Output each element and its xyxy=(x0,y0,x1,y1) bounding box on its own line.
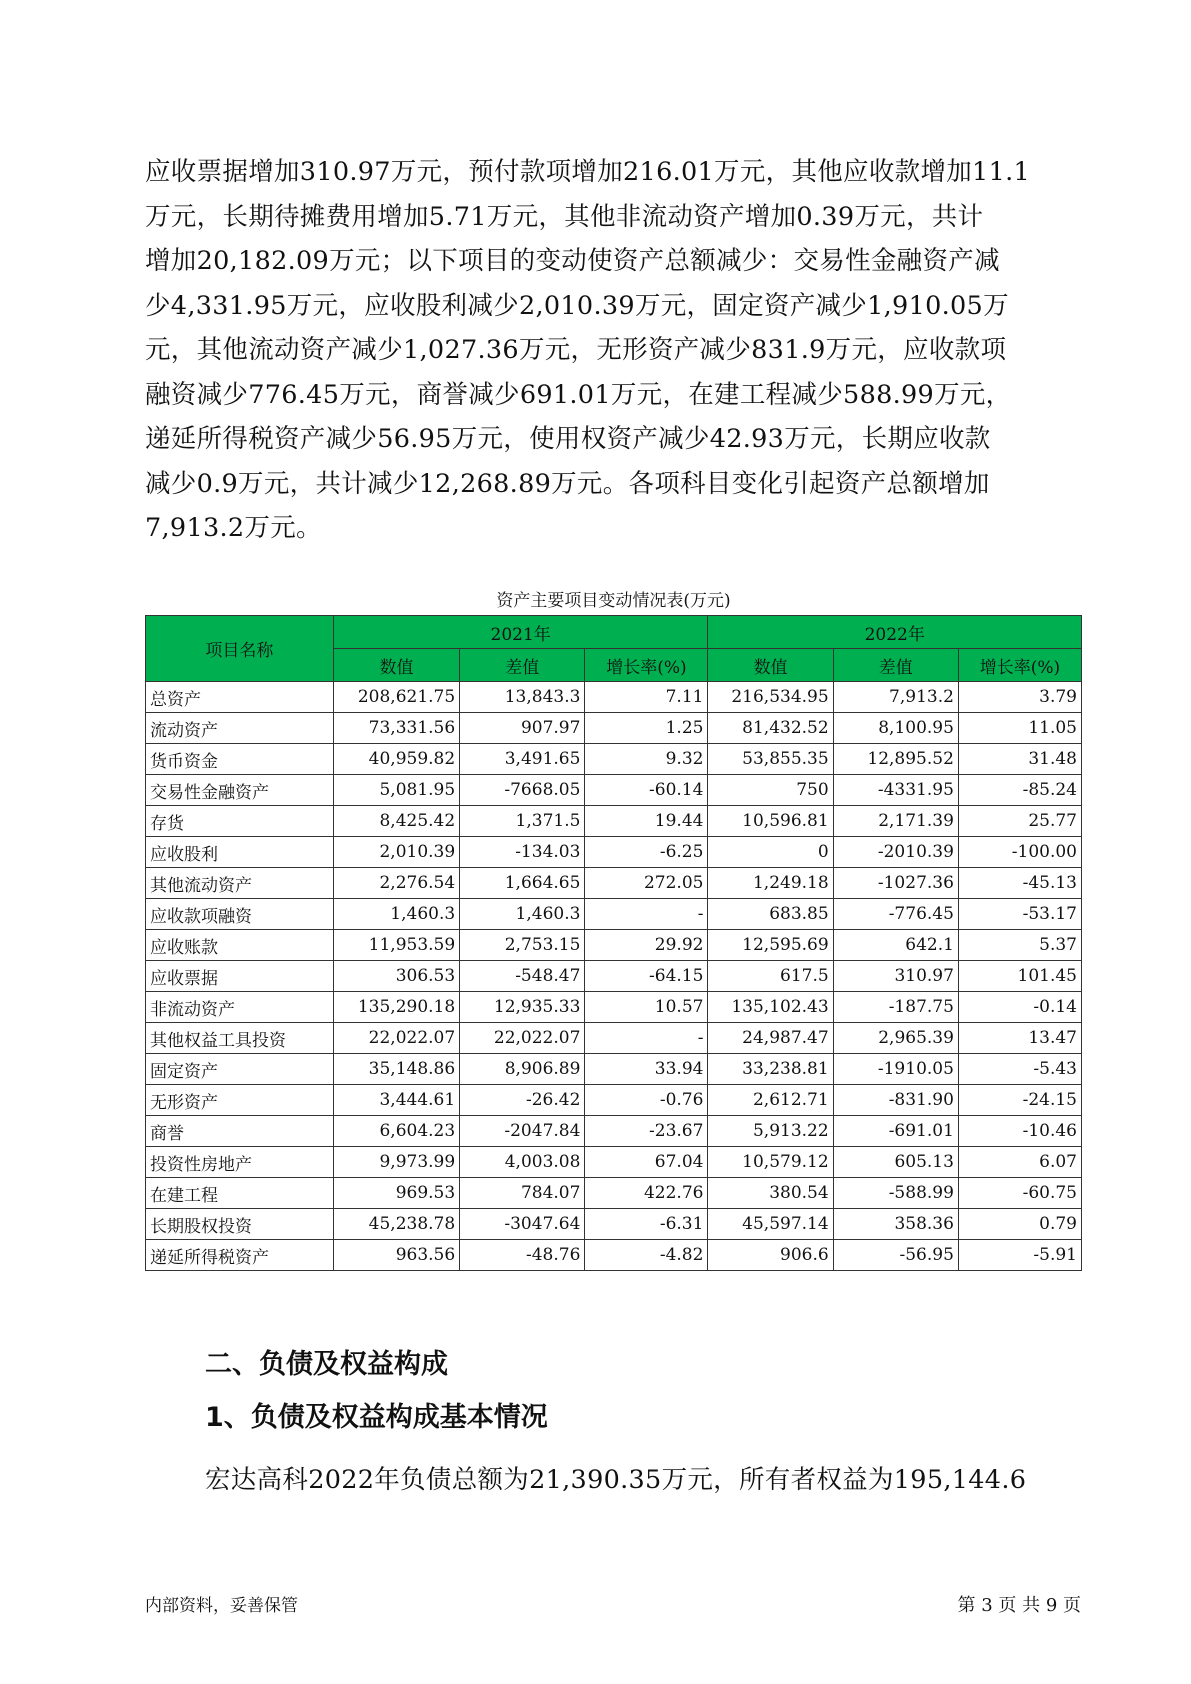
table-cell: 216,534.95 xyxy=(708,682,833,713)
table-cell: 25.77 xyxy=(958,806,1081,837)
table-cell: 4,003.08 xyxy=(460,1147,585,1178)
table-cell: -100.00 xyxy=(958,837,1081,868)
table-cell: 9.32 xyxy=(585,744,708,775)
intro-paragraph xyxy=(145,150,1080,551)
table-cell: -4.82 xyxy=(585,1240,708,1271)
table-cell: 33,238.81 xyxy=(708,1054,833,1085)
liability-paragraph xyxy=(145,1458,1080,1503)
table-cell: 306.53 xyxy=(333,961,459,992)
table-cell: 310.97 xyxy=(833,961,958,992)
table-cell: 2,753.15 xyxy=(460,930,585,961)
table-cell: 2,965.39 xyxy=(833,1023,958,1054)
table-cell: -48.76 xyxy=(460,1240,585,1271)
table-cell: 1,371.5 xyxy=(460,806,585,837)
table-cell: 13.47 xyxy=(958,1023,1081,1054)
table-cell: 2,612.71 xyxy=(708,1085,833,1116)
table-cell: 358.36 xyxy=(833,1209,958,1240)
table-row xyxy=(146,992,1082,1023)
table-cell: 35,148.86 xyxy=(333,1054,459,1085)
table-cell: 0 xyxy=(708,837,833,868)
table-cell: -60.14 xyxy=(585,775,708,806)
table-row xyxy=(146,837,1082,868)
table-row xyxy=(146,1023,1082,1054)
table-cell: 12,895.52 xyxy=(833,744,958,775)
table-cell: -6.31 xyxy=(585,1209,708,1240)
row-item-name: 应收票据 xyxy=(146,961,334,992)
row-item-name: 其他流动资产 xyxy=(146,868,334,899)
table-cell: 1.25 xyxy=(585,713,708,744)
paragraph-line: 增加20,182.09万元；以下项目的变动使资产总额减少：交易性金融资产减 xyxy=(145,246,1000,276)
table-cell: -64.15 xyxy=(585,961,708,992)
table-cell: -60.75 xyxy=(958,1178,1081,1209)
table-cell: 5,913.22 xyxy=(708,1116,833,1147)
table-cell: 3.79 xyxy=(958,682,1081,713)
table-cell: 208,621.75 xyxy=(333,682,459,713)
table-row xyxy=(146,1209,1082,1240)
table-cell: 6,604.23 xyxy=(333,1116,459,1147)
table-cell: 2,171.39 xyxy=(833,806,958,837)
item-name-header: 项目名称 xyxy=(146,616,334,682)
table-cell: 24,987.47 xyxy=(708,1023,833,1054)
table-cell: -134.03 xyxy=(460,837,585,868)
table-cell: 963.56 xyxy=(333,1240,459,1271)
table-cell: 750 xyxy=(708,775,833,806)
table-cell: 3,491.65 xyxy=(460,744,585,775)
paragraph-line: 万元，长期待摊费用增加5.71万元，其他非流动资产增加0.39万元，共计 xyxy=(145,201,984,232)
row-item-name: 货币资金 xyxy=(146,744,334,775)
table-cell: 969.53 xyxy=(333,1178,459,1209)
table-cell: - xyxy=(585,899,708,930)
row-item-name: 无形资产 xyxy=(146,1085,334,1116)
table-cell: -10.46 xyxy=(958,1116,1081,1147)
paragraph-line: 少4,331.95万元，应收股利减少2,010.39万元，固定资产减少1,910.05万 xyxy=(145,290,1009,321)
table-cell: 2,010.39 xyxy=(333,837,459,868)
table-cell: 380.54 xyxy=(708,1178,833,1209)
table-cell: 422.76 xyxy=(585,1178,708,1209)
table-cell: 135,290.18 xyxy=(333,992,459,1023)
table-cell: -4331.95 xyxy=(833,775,958,806)
table-cell: -56.95 xyxy=(833,1240,958,1271)
table-cell: 22,022.07 xyxy=(333,1023,459,1054)
row-item-name: 存货 xyxy=(146,806,334,837)
table-cell: -53.17 xyxy=(958,899,1081,930)
section-heading: 二、负债及权益构成 xyxy=(205,1349,448,1380)
year-header-2022: 2022年 xyxy=(708,616,1082,649)
table-row xyxy=(146,899,1082,930)
table-cell: - xyxy=(585,1023,708,1054)
row-item-name: 总资产 xyxy=(146,682,334,713)
table-cell: 53,855.35 xyxy=(708,744,833,775)
table-cell: 1,460.3 xyxy=(460,899,585,930)
table-cell: 22,022.07 xyxy=(460,1023,585,1054)
table-cell: -7668.05 xyxy=(460,775,585,806)
row-item-name: 交易性金融资产 xyxy=(146,775,334,806)
paragraph-line: 融资减少776.45万元，商誉减少691.01万元，在建工程减少588.99万元， xyxy=(145,379,1012,410)
table-cell: 9,973.99 xyxy=(333,1147,459,1178)
table-cell: 40,959.82 xyxy=(333,744,459,775)
table-cell: -2047.84 xyxy=(460,1116,585,1147)
table-cell: 11,953.59 xyxy=(333,930,459,961)
table-cell: -26.42 xyxy=(460,1085,585,1116)
table-header-row-years xyxy=(146,616,1082,649)
paragraph-line: 元，其他流动资产减少1,027.36万元，无形资产减少831.9万元，应收款项 xyxy=(145,335,1007,365)
table-cell: 6.07 xyxy=(958,1147,1081,1178)
table-cell: 8,906.89 xyxy=(460,1054,585,1085)
table-cell: 45,238.78 xyxy=(333,1209,459,1240)
table-cell: 2,276.54 xyxy=(333,868,459,899)
table-cell: 31.48 xyxy=(958,744,1081,775)
table-cell: -776.45 xyxy=(833,899,958,930)
table-cell: 784.07 xyxy=(460,1178,585,1209)
table-cell: -2010.39 xyxy=(833,837,958,868)
table-row xyxy=(146,1116,1082,1147)
table-cell: -45.13 xyxy=(958,868,1081,899)
table-row xyxy=(146,775,1082,806)
table-cell: -588.99 xyxy=(833,1178,958,1209)
table-cell: 1,249.18 xyxy=(708,868,833,899)
table-cell: 906.6 xyxy=(708,1240,833,1271)
table-cell: 19.44 xyxy=(585,806,708,837)
table-row xyxy=(146,744,1082,775)
table-row xyxy=(146,682,1082,713)
table-cell: -23.67 xyxy=(585,1116,708,1147)
table-cell: -85.24 xyxy=(958,775,1081,806)
table-cell: 8,425.42 xyxy=(333,806,459,837)
sub-header-diff-2022: 差值 xyxy=(833,649,958,682)
table-cell: 642.1 xyxy=(833,930,958,961)
table-cell: 5.37 xyxy=(958,930,1081,961)
row-item-name: 商誉 xyxy=(146,1116,334,1147)
row-item-name: 流动资产 xyxy=(146,713,334,744)
table-cell: 10,579.12 xyxy=(708,1147,833,1178)
table-cell: 1,664.65 xyxy=(460,868,585,899)
year-header-2021: 2021年 xyxy=(333,616,708,649)
table-cell: 67.04 xyxy=(585,1147,708,1178)
table-cell: -831.90 xyxy=(833,1085,958,1116)
table-cell: -5.91 xyxy=(958,1240,1081,1271)
sub-header-diff-2021: 差值 xyxy=(460,649,585,682)
row-item-name: 应收款项融资 xyxy=(146,899,334,930)
table-body xyxy=(146,682,1082,1271)
table-row xyxy=(146,1085,1082,1116)
table-cell: 101.45 xyxy=(958,961,1081,992)
paragraph-line: 减少0.9万元，共计减少12,268.89万元。各项科目变化引起资产总额增加 xyxy=(145,468,990,499)
row-item-name: 在建工程 xyxy=(146,1178,334,1209)
table-cell: -187.75 xyxy=(833,992,958,1023)
table-cell: 272.05 xyxy=(585,868,708,899)
table-cell: -548.47 xyxy=(460,961,585,992)
table-cell: 5,081.95 xyxy=(333,775,459,806)
table-cell: -6.25 xyxy=(585,837,708,868)
table-cell: 13,843.3 xyxy=(460,682,585,713)
table-cell: 3,444.61 xyxy=(333,1085,459,1116)
footer-confidential-note: 内部资料，妥善保管 xyxy=(145,1596,298,1616)
table-row xyxy=(146,930,1082,961)
table-row xyxy=(146,1054,1082,1085)
table-cell: -691.01 xyxy=(833,1116,958,1147)
table-cell: 10,596.81 xyxy=(708,806,833,837)
row-item-name: 长期股权投资 xyxy=(146,1209,334,1240)
table-cell: 135,102.43 xyxy=(708,992,833,1023)
table-cell: 683.85 xyxy=(708,899,833,930)
table-cell: 73,331.56 xyxy=(333,713,459,744)
row-item-name: 其他权益工具投资 xyxy=(146,1023,334,1054)
paragraph-line: 应收票据增加310.97万元，预付款项增加216.01万元，其他应收款增加11.1 xyxy=(145,157,1031,187)
table-caption: 资产主要项目变动情况表(万元) xyxy=(496,591,731,611)
paragraph-line: 递延所得税资产减少56.95万元，使用权资产减少42.93万元，长期应收款 xyxy=(145,424,991,454)
sub-header-rate-2021: 增长率(%) xyxy=(585,649,708,682)
table-cell: 81,432.52 xyxy=(708,713,833,744)
row-item-name: 递延所得税资产 xyxy=(146,1240,334,1271)
table-row xyxy=(146,1240,1082,1271)
table-cell: 12,595.69 xyxy=(708,930,833,961)
table-cell: -1027.36 xyxy=(833,868,958,899)
row-item-name: 非流动资产 xyxy=(146,992,334,1023)
table-row xyxy=(146,1178,1082,1209)
table-cell: 29.92 xyxy=(585,930,708,961)
table-row xyxy=(146,868,1082,899)
table-cell: 7.11 xyxy=(585,682,708,713)
table-cell: 0.79 xyxy=(958,1209,1081,1240)
sub-header-value-2021: 数值 xyxy=(333,649,459,682)
table-cell: -5.43 xyxy=(958,1054,1081,1085)
table-cell: 10.57 xyxy=(585,992,708,1023)
row-item-name: 固定资产 xyxy=(146,1054,334,1085)
asset-change-table xyxy=(145,615,1082,1271)
table-row xyxy=(146,713,1082,744)
table-row xyxy=(146,961,1082,992)
table-cell: 617.5 xyxy=(708,961,833,992)
table-cell: 8,100.95 xyxy=(833,713,958,744)
table-cell: 33.94 xyxy=(585,1054,708,1085)
table-cell: -0.14 xyxy=(958,992,1081,1023)
row-item-name: 应收账款 xyxy=(146,930,334,961)
footer-page-number: 第 3 页 共 9 页 xyxy=(957,1595,1081,1616)
table-cell: -24.15 xyxy=(958,1085,1081,1116)
table-cell: 11.05 xyxy=(958,713,1081,744)
table-cell: 45,597.14 xyxy=(708,1209,833,1240)
paragraph-line: 宏达高科2022年负债总额为21,390.35万元，所有者权益为195,144.6 xyxy=(205,1465,1027,1495)
table-cell: 7,913.2 xyxy=(833,682,958,713)
sub-header-value-2022: 数值 xyxy=(708,649,833,682)
table-cell: 605.13 xyxy=(833,1147,958,1178)
table-cell: 907.97 xyxy=(460,713,585,744)
row-item-name: 投资性房地产 xyxy=(146,1147,334,1178)
table-cell: -3047.64 xyxy=(460,1209,585,1240)
table-row xyxy=(146,1147,1082,1178)
row-item-name: 应收股利 xyxy=(146,837,334,868)
sub-header-rate-2022: 增长率(%) xyxy=(958,649,1081,682)
table-cell: 12,935.33 xyxy=(460,992,585,1023)
table-cell: -0.76 xyxy=(585,1085,708,1116)
table-cell: 1,460.3 xyxy=(333,899,459,930)
sub-heading: 1、负债及权益构成基本情况 xyxy=(205,1402,548,1433)
table-cell: -1910.05 xyxy=(833,1054,958,1085)
paragraph-line: 7,913.2万元。 xyxy=(145,513,322,543)
table-row xyxy=(146,806,1082,837)
